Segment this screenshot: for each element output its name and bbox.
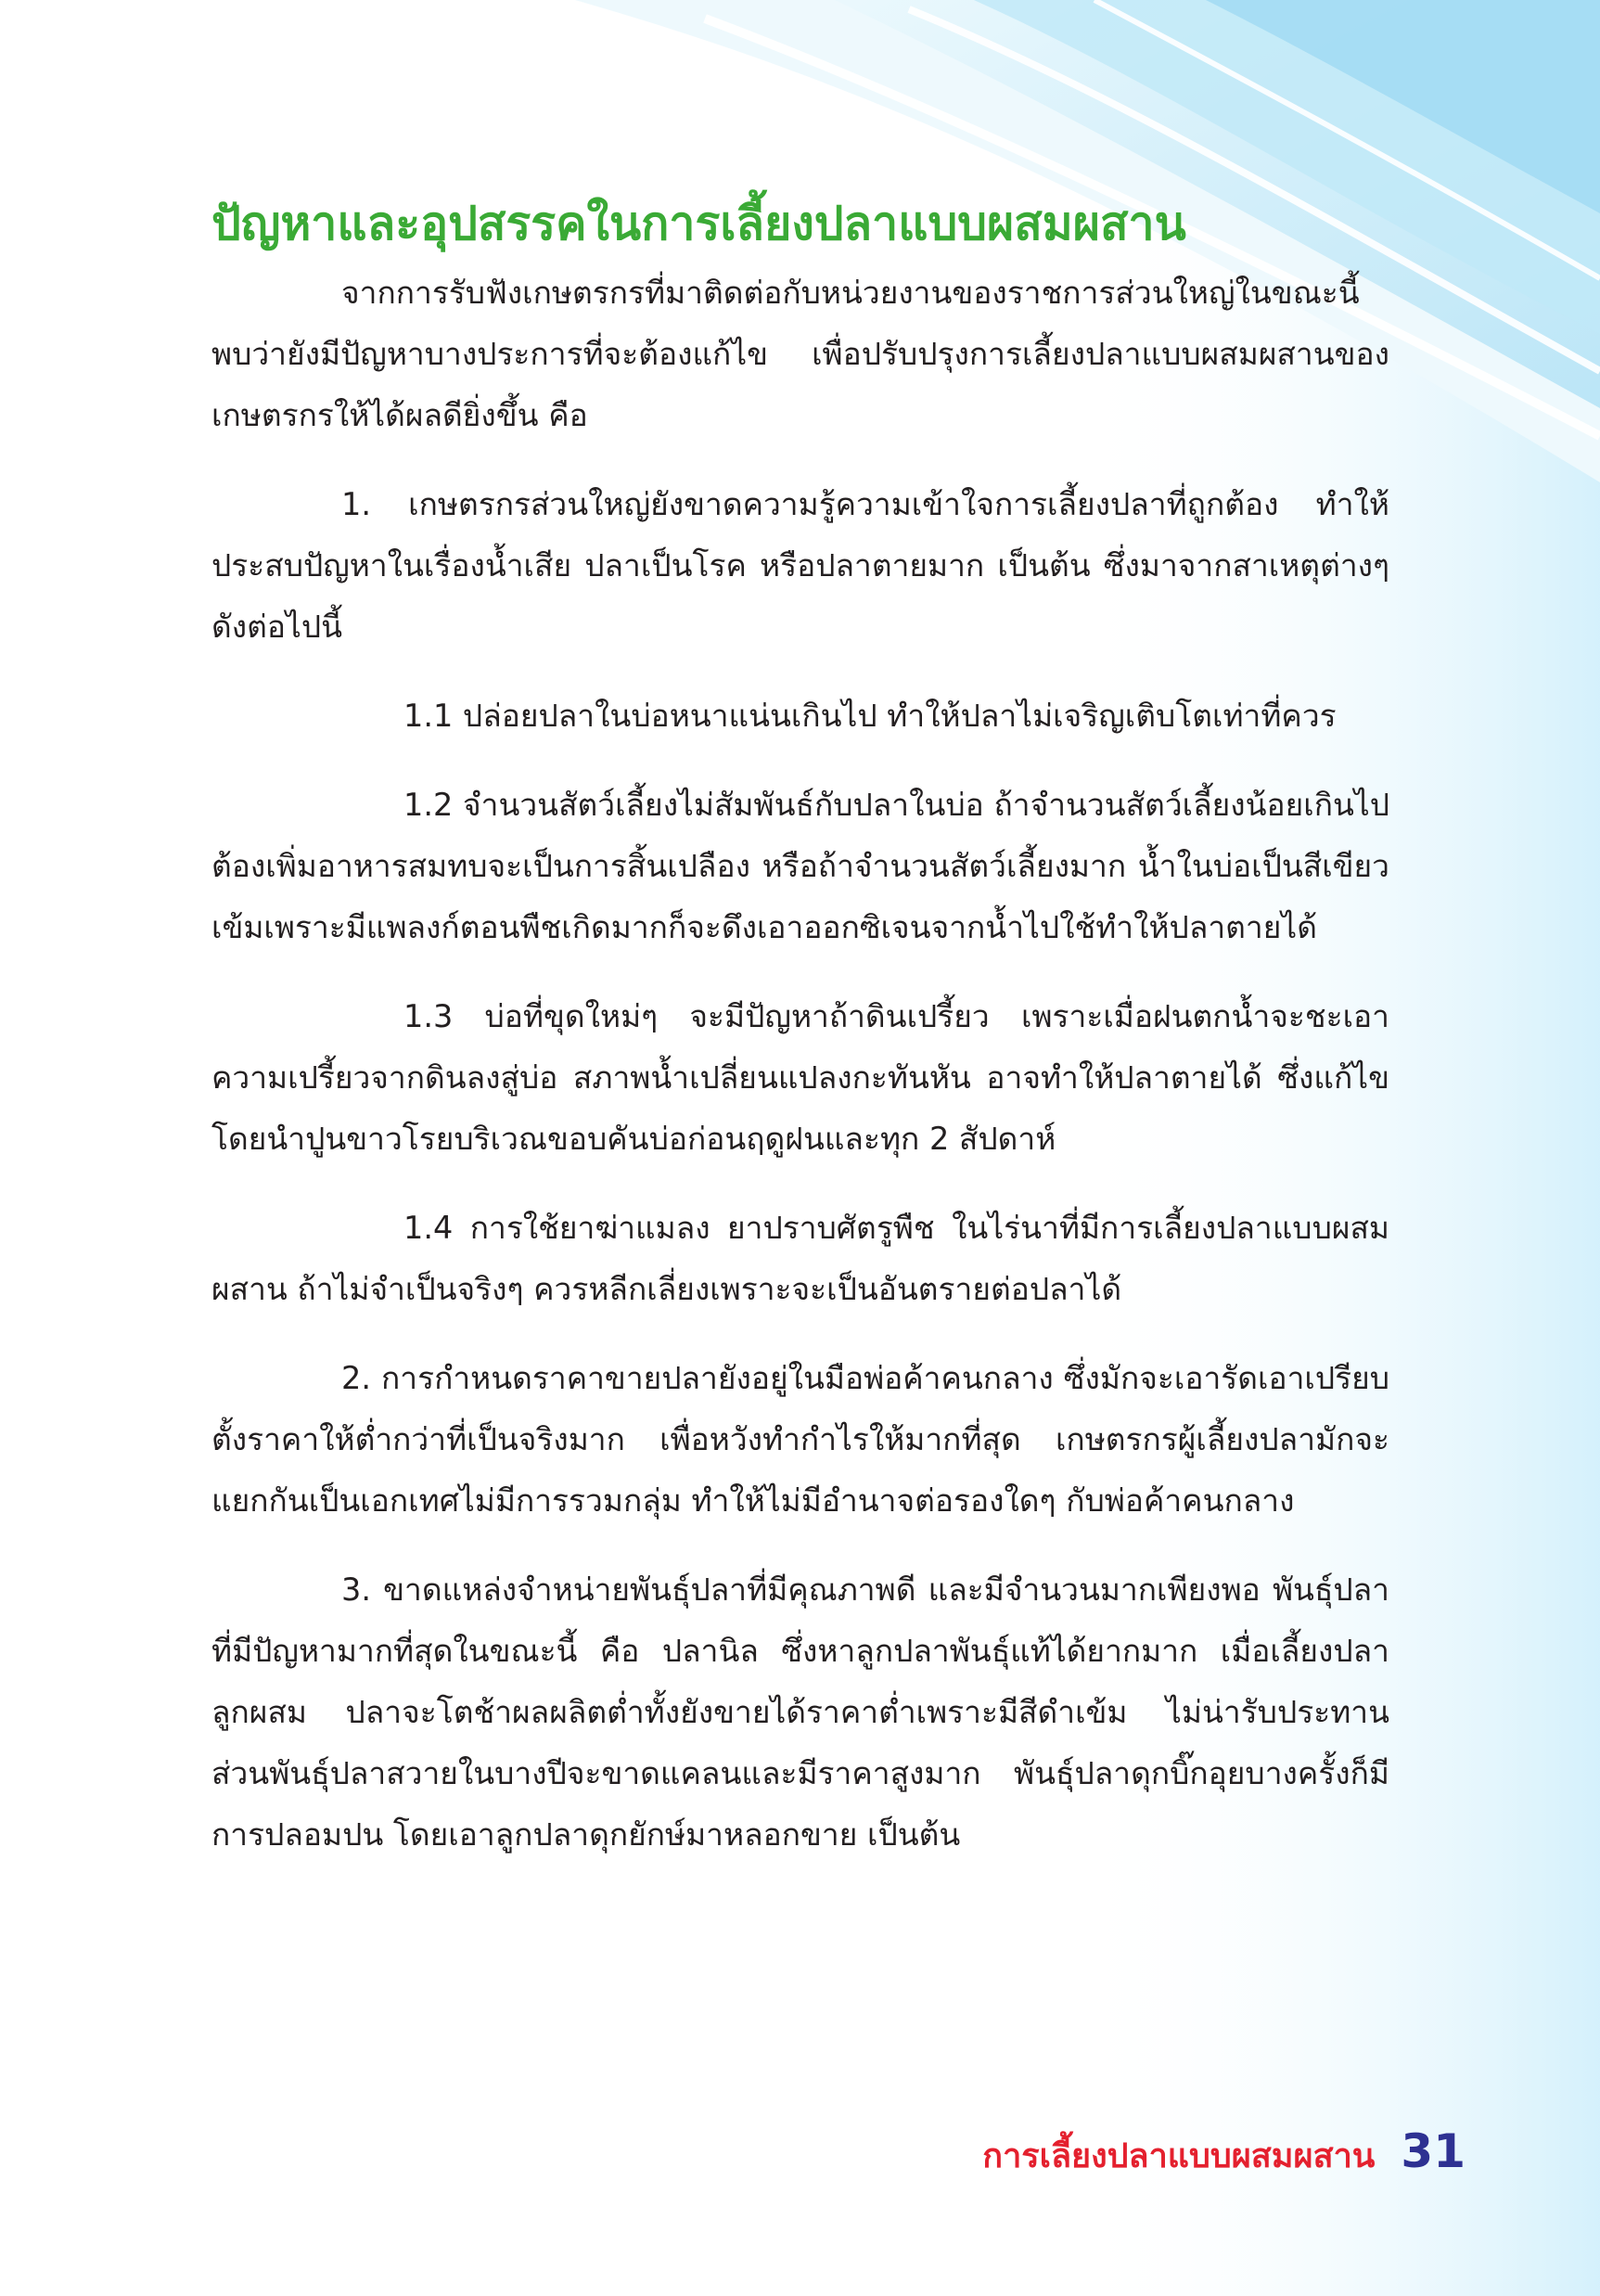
section-heading: ปัญหาและอุปสรรคในการเลี้ยงปลาแบบผสมผสาน — [211, 197, 1186, 250]
problem-item-1: 1. เกษตรกรส่วนใหญ่ยังขาดความรู้ความเข้าใจการเลี้ยงปลาที่ถูกต้อง ทำให้ประสบปัญหาในเรื่องน้ำเสีย ปลาเป็นโรค หรือปลาตายมาก เป็นต้น ซึ่งมาจากสาเหตุต่างๆ ดังต่อไปนี้ — [211, 486, 1389, 645]
page-footer — [982, 2124, 1466, 2182]
problem-item-1-4: 1.4 การใช้ยาฆ่าแมลง ยาปราบศัตรูพืช ในไร่นาที่มีการเลี้ยงปลาแบบผสมผสาน ถ้าไม่จำเป็นจริงๆ ควรหลีกเลี่ยงเพราะจะเป็นอันตรายต่อปลาได้ — [211, 1210, 1389, 1307]
problem-item-1-1: 1.1 ปล่อยปลาในบ่อหนาแน่นเกินไป ทำให้ปลาไม่เจริญเติบโตเท่าที่ควร — [403, 698, 1337, 734]
intro-paragraph: จากการรับฟังเกษตรกรที่มาติดต่อกับหน่วยงานของราชการส่วนใหญ่ในขณะนี้พบว่ายังมีปัญหาบางประการที่จะต้องแก้ไข เพื่อปรับปรุงการเลี้ยงปลาแบบผสมผสานของเกษตรกรให้ได้ผลดียิ่งขึ้น คือ — [211, 275, 1389, 433]
problem-item-1-3: 1.3 บ่อที่ขุดใหม่ๆ จะมีปัญหาถ้าดินเปรี้ยว เพราะเมื่อฝนตกน้ำจะชะเอาความเปรี้ยวจากดินลงสู่บ่อ สภาพน้ำเปลี่ยนแปลงกะทันหัน อาจทำให้ปลาตายได้ ซึ่งแก้ไขโดยนำปูนขาวโรยบริเวณขอบคันบ่อก่อนฤดูฝนและทุก 2 สัปดาห์ — [211, 998, 1389, 1157]
article-body — [211, 190, 1389, 1893]
problem-item-3: 3. ขาดแหล่งจำหน่ายพันธุ์ปลาที่มีคุณภาพดี และมีจำนวนมากเพียงพอ พันธุ์ปลาที่มีปัญหามากที่สุดในขณะนี้ คือ ปลานิล ซึ่งหาลูกปลาพันธุ์แท้ได้ยากมาก เมื่อเลี้ยงปลาลูกผสม ปลาจะโตช้าผลผลิตต่ำทั้งยังขายได้ราคาต่ำเพราะมีสีดำเข้ม ไม่น่ารับประทาน ส่วนพันธุ์ปลาสวายในบางปีจะขาดแคลนและมีราคาสูงมาก พันธุ์ปลาดุกบิ๊กอุยบางครั้งก็มีการปลอมปน โดยเอาลูกปลาดุกยักษ์มาหลอกขาย เป็นต้น — [211, 1571, 1389, 1853]
problem-item-1-2: 1.2 จำนวนสัตว์เลี้ยงไม่สัมพันธ์กับปลาในบ่อ ถ้าจำนวนสัตว์เลี้ยงน้อยเกินไปต้องเพิ่มอาหารสมทบจะเป็นการสิ้นเปลือง หรือถ้าจำนวนสัตว์เลี้ยงมาก น้ำในบ่อเป็นสีเขียวเข้มเพราะมีแพลงก์ตอนพืชเกิดมากก็จะดึงเอาออกซิเจนจากน้ำไปใช้ทำให้ปลาตายได้ — [211, 787, 1389, 945]
footer-book-title: การเลี้ยงปลาแบบผสมผสาน — [982, 2137, 1376, 2175]
problem-item-2: 2. การกำหนดราคาขายปลายังอยู่ในมือพ่อค้าคนกลาง ซึ่งมักจะเอารัดเอาเปรียบตั้งราคาให้ต่ำกว่าที่เป็นจริงมาก เพื่อหวังทำกำไรให้มากที่สุด เกษตรกรผู้เลี้ยงปลามักจะแยกกันเป็นเอกเทศไม่มีการรวมกลุ่ม ทำให้ไม่มีอำนาจต่อรองใดๆ กับพ่อค้าคนกลาง — [211, 1360, 1389, 1519]
page-number: 31 — [1401, 2124, 1466, 2178]
